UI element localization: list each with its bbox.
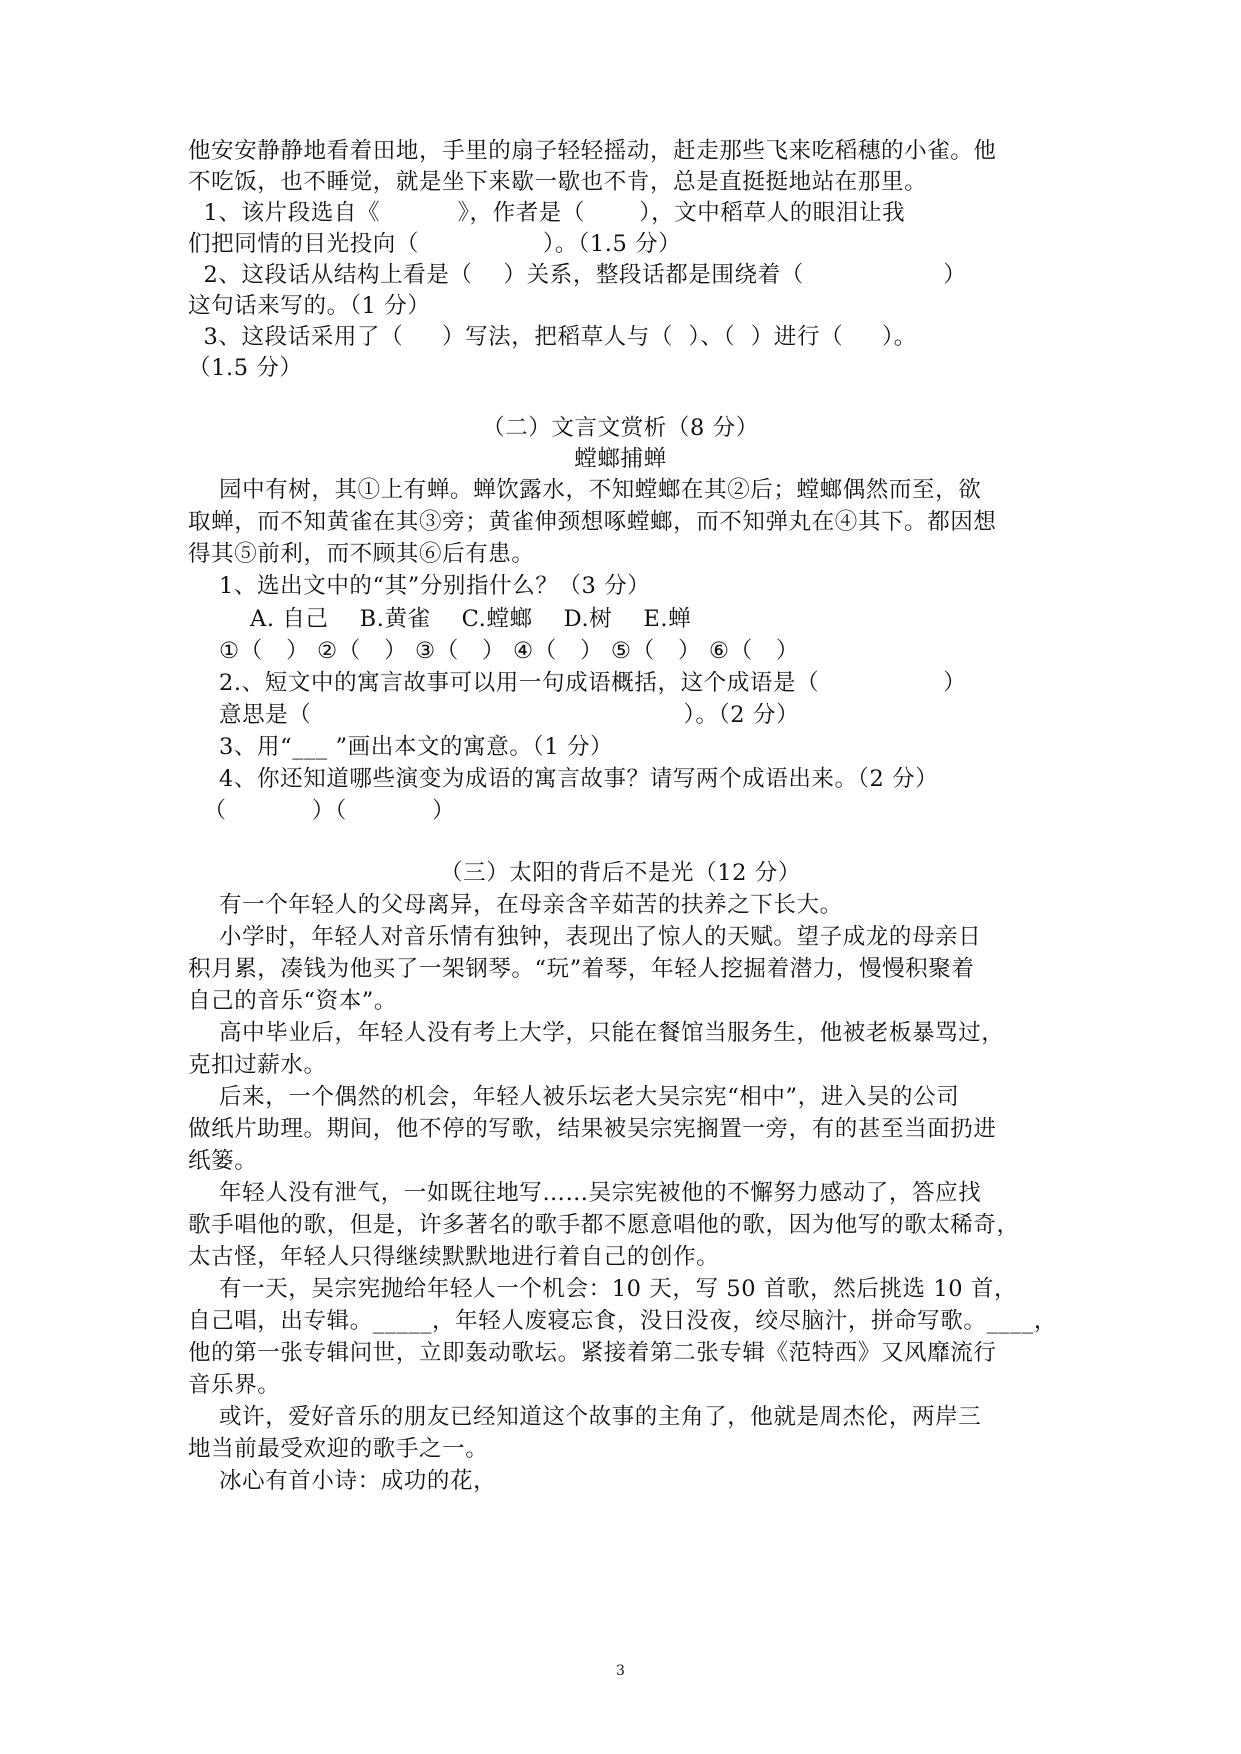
passage-line: 自己的音乐“资本”。 <box>188 988 398 1014</box>
section-heading: （三）太阳的背后不是光（12 分） <box>440 860 801 886</box>
question-line: （1.5 分） <box>188 355 303 381</box>
question-line: 1、该片段选自《 》，作者是（ ），文中稻草人的眼泪让我 <box>188 200 906 226</box>
question-line: 们把同情的目光投向（ ）。（1.5 分） <box>188 231 682 257</box>
passage-line: 他安安静静地看着田地，手里的扇子轻轻摇动，赶走那些飞来吃稻穗的小雀。他 <box>188 138 997 164</box>
passage-line: 有一个年轻人的父母离异，在母亲含辛茹苦的扶养之下长大。 <box>188 892 843 918</box>
passage-line: 冰心有首小诗：成功的花， <box>188 1468 497 1494</box>
question-line: 3、用“___ ”画出本文的寓意。（1 分） <box>188 734 614 760</box>
question-line: 1、选出文中的“其”分别指什么？（3 分） <box>188 573 651 599</box>
passage-line: 或许，爱好音乐的朋友已经知道这个故事的主角了，他就是周杰伦，两岸三 <box>188 1404 982 1430</box>
passage-line: 得其⑤前利，而不顾其⑥后有患。 <box>188 541 535 567</box>
answer-line: （ ）（ ） <box>188 798 456 824</box>
passage-line: 歌手唱他的歌，但是，许多著名的歌手都不愿意唱他的歌，因为他写的歌太稀奇， <box>188 1212 1020 1238</box>
passage-line: 自己唱，出专辑。_____，年轻人废寝忘食，没日没夜，绞尽脑汁，拼命写歌。____， <box>188 1308 1057 1334</box>
passage-line: 取蝉，而不知黄雀在其③旁；黄雀伸颈想啄螳螂，而不知弹丸在④其下。都因想 <box>188 509 997 535</box>
passage-line: 纸篓。 <box>188 1148 258 1174</box>
page-number: 3 <box>616 1663 625 1679</box>
passage-line: 后来，一个偶然的机会，年轻人被乐坛老大吴宗宪“相中”，进入吴的公司 <box>188 1084 960 1110</box>
options-line: A. 自己 B.黄雀 C.螳螂 D.树 E.蝉 <box>188 606 692 632</box>
passage-line: 音乐界。 <box>188 1372 281 1398</box>
passage-line: 园中有树，其①上有蝉。蝉饮露水，不知螳螂在其②后；螳螂偶然而至，欲 <box>188 477 982 503</box>
question-line: 4、你还知道哪些演变为成语的寓言故事？请写两个成语出来。（2 分） <box>188 766 939 792</box>
passage-line: 地当前最受欢迎的歌手之一。 <box>188 1436 489 1462</box>
passage-line: 有一天，吴宗宪抛给年轻人一个机会：10 天，写 50 首歌，然后挑选 10 首， <box>188 1276 1018 1302</box>
section-heading: （二）文言文赏析（8 分） <box>482 415 759 441</box>
passage-line: 不吃饭，也不睡觉，就是坐下来歇一歇也不肯，总是直挺挺地站在那里。 <box>188 169 928 195</box>
question-line: 2.、短文中的寓言故事可以用一句成语概括，这个成语是（ ） <box>188 670 967 696</box>
question-line: 2、这段话从结构上看是（ ）关系，整段话都是围绕着（ ） <box>188 262 967 288</box>
question-line: 意思是（ ）。（2 分） <box>188 702 800 728</box>
passage-line: 他的第一张专辑问世，立即轰动歌坛。紧接着第二张专辑《范特西》又风靡流行 <box>188 1340 997 1366</box>
passage-line: 高中毕业后，年轻人没有考上大学，只能在餐馆当服务生，他被老板暴骂过， <box>188 1020 1005 1046</box>
passage-line: 克扣过薪水。 <box>188 1052 327 1078</box>
answer-line: ①（ ） ②（ ） ③（ ） ④（ ） ⑤（ ） ⑥（ ） <box>188 638 800 664</box>
question-line: 3、这段话采用了（ ）写法，把稻草人与（ ）、（ ）进行（ ）。 <box>188 324 917 350</box>
passage-line: 年轻人没有泄气，一如既往地写……吴宗宪被他的不懈努力感动了，答应找 <box>188 1180 982 1206</box>
passage-line: 积月累，凑钱为他买了一架钢琴。“玩”着琴，年轻人挖掘着潜力，慢慢积聚着 <box>188 956 975 982</box>
passage-line: 小学时，年轻人对音乐情有独钟，表现出了惊人的天赋。望子成龙的母亲日 <box>188 924 982 950</box>
passage-line: 太古怪，年轻人只得继续默默地进行着自己的创作。 <box>188 1244 720 1270</box>
question-line: 这句话来写的。（1 分） <box>188 293 431 319</box>
passage-line: 做纸片助理。期间，他不停的写歌，结果被吴宗宪搁置一旁，有的甚至当面扔进 <box>188 1116 997 1142</box>
section-subtitle: 螳螂捕蝉 <box>574 446 667 472</box>
